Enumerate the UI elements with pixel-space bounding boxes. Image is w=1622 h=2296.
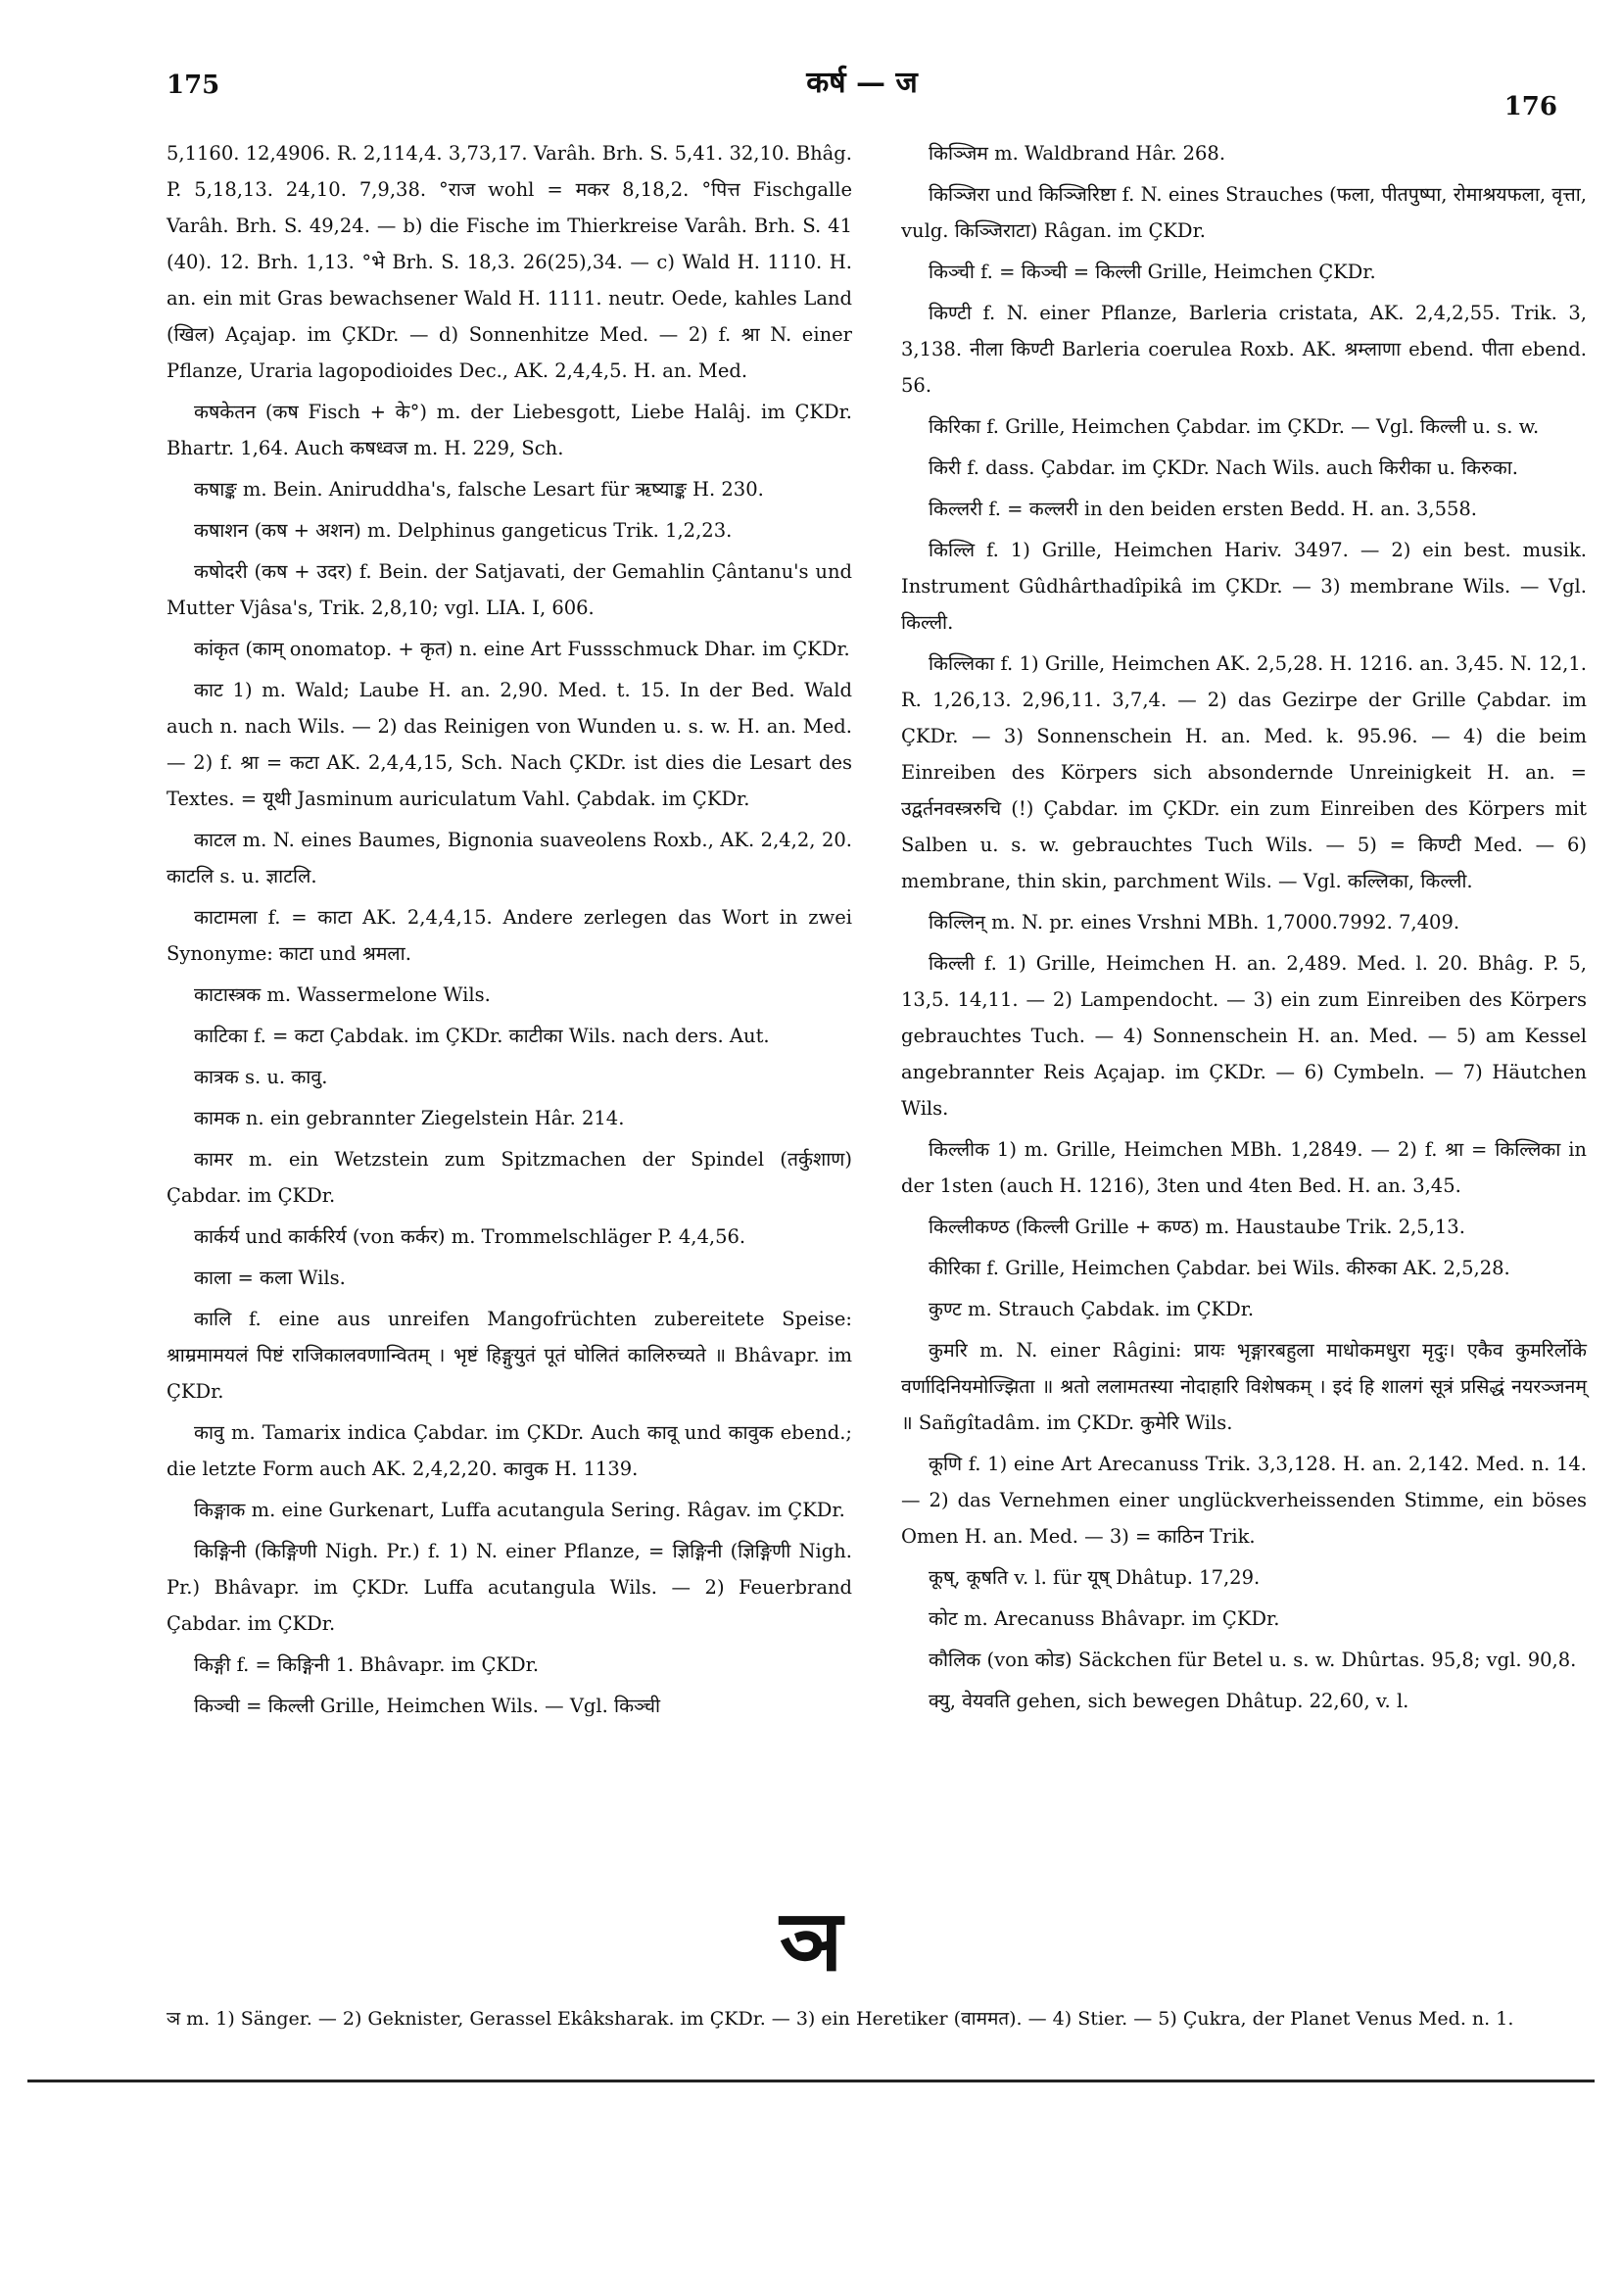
dictionary-entry: कषाशन (कष + अशन) m. Delphinus gangeticus Trik. 1,2,23. bbox=[194, 519, 733, 542]
section-entry: ञ m. 1) Sänger. — 2) Geknister, Gerassel Ekâksharak. im ÇKDr. — 3) ein Heretiker (वाममत). — 4) Stier. — 5) Çukra, der Planet Venus Med. n. 1. bbox=[167, 2008, 1514, 2030]
dictionary-entry: किञ्जिरा und किञ्जिरिष्टा f. N. eines Strauches (फला, पीतपुष्पा, रोमाश्रयफला, वृत्ता, vulg. किञ्जिराटा) Râgan. im ÇKDr. bbox=[901, 183, 1587, 242]
dictionary-entry: किञ्ची = किल्ली Grille, Heimchen Wils. — Vgl. किञ्ची bbox=[194, 1695, 661, 1717]
dictionary-entry: कार्कर्य und कार्करिर्य (von कर्कर) m. Trommelschläger P. 4,4,56. bbox=[194, 1225, 746, 1248]
dictionary-entry: किञ्जिम m. Waldbrand Hâr. 268. bbox=[929, 142, 1226, 165]
left-page-number: 175 bbox=[167, 71, 220, 100]
page-header bbox=[167, 61, 1557, 120]
dictionary-entry: काटास्त्रक m. Wassermelone Wils. bbox=[194, 983, 491, 1006]
right-page-number: 176 bbox=[1503, 92, 1557, 121]
dictionary-entry: कषाङ्क m. Bein. Aniruddha's, falsche Lesart für ऋष्याङ्क H. 230. bbox=[194, 478, 764, 501]
dictionary-entry: काटल m. N. eines Baumes, Bignonia suaveolens Roxb., AK. 2,4,2, 20. काटलि s. u. ज्ञाटलि. bbox=[167, 829, 852, 887]
dictionary-entry: किल्लीक 1) m. Grille, Heimchen MBh. 1,2849. — 2) f. श्रा = किल्लिका in der 1sten (auch H. 1216), 3ten und 4ten Bed. H. an. 3,45. bbox=[901, 1138, 1587, 1197]
dictionary-entry: कौलिक (von कोड) Säckchen für Betel u. s. w. Dhûrtas. 95,8; vgl. 90,8. bbox=[929, 1649, 1577, 1671]
dictionary-entry: कूष्, कूषति v. l. für यूष् Dhâtup. 17,29. bbox=[929, 1566, 1261, 1589]
dictionary-entry: कषोदरी (कष + उदर) f. Bein. der Satjavati, der Gemahlin Çântanu's und Mutter Vjâsa's, Trik. 2,8,10; vgl. LIA. I, 606. bbox=[167, 560, 852, 619]
dictionary-entry: कांकृत (काम् onomatop. + कृत) n. eine Art Fussschmuck Dhar. im ÇKDr. bbox=[194, 638, 850, 660]
page-title: कर्ष — ज bbox=[806, 66, 918, 100]
dictionary-entry: काट 1) m. Wald; Laube H. an. 2,90. Med. t. 15. In der Bed. Wald auch n. nach Wils. — 2) das Reinigen von Wunden u. s. w. H. an. Med. — 2) f. श्रा = कटा AK. 2,4,4,15, Sch. Nach ÇKDr. ist dies die Lesart des Textes. = यूथी Jasminum auriculatum Vahl. Çabdak. im ÇKDr. bbox=[167, 679, 852, 810]
dictionary-entry: काला = कला Wils. bbox=[194, 1267, 346, 1289]
dictionary-entry: किल्ली f. 1) Grille, Heimchen H. an. 2,489. Med. l. 20. Bhâg. P. 5, 13,5. 14,11. — 2) Lampendocht. — 3) ein zum Einreiben des Körpers gebrauchtes Tuch. — 4) Sonnenschein H. an. Med. — 5) am Kessel angebrannter Reis Açajap. im ÇKDr. — 6) Cymbeln. — 7) Häutchen Wils. bbox=[901, 952, 1587, 1120]
dictionary-entry: कषकेतन (कष Fisch + के°) m. der Liebesgott, Liebe Halâj. im ÇKDr. Bhartr. 1,64. Auch कषध्वज m. H. 229, Sch. bbox=[167, 401, 852, 459]
section-letter: ञ bbox=[780, 1891, 842, 1990]
dictionary-entry: कूणि f. 1) eine Art Arecanuss Trik. 3,3,128. H. an. 2,142. Med. n. 14. — 2) das Vernehmen einer unglückverheissenden Stimme, ein böses Omen H. an. Med. — 3) = काठिन Trik. bbox=[901, 1453, 1587, 1548]
dictionary-entry: कुण्ट m. Strauch Çabdak. im ÇKDr. bbox=[929, 1298, 1255, 1320]
dictionary-entry: किरिका f. Grille, Heimchen Çabdar. im ÇKDr. — Vgl. किल्ली u. s. w. bbox=[929, 415, 1540, 438]
dictionary-entry: कुमरि m. N. einer Râgini: प्रायः भृङ्गारबहुला माधोकमधुरा मृदुः। एकैव कुमरिर्लोके वर्णादिनियमोज्झिता ॥ श्रतो ललामतस्या नोदाहारि विशेषकम् । इदं हि शालगं सूत्रं प्रसिद्धं नयरञ्जनम् ॥ Sañgîtadâm. im ÇKDr. कुमेरि Wils. bbox=[901, 1339, 1587, 1434]
dictionary-entry: किल्लीकण्ठ (किल्ली Grille + कण्ठ) m. Haustaube Trik. 2,5,13. bbox=[929, 1216, 1465, 1238]
dictionary-entry: कात्रक s. u. कावु. bbox=[194, 1066, 328, 1088]
dictionary-entry: किङ्गाक m. eine Gurkenart, Luffa acutangula Sering. Râgav. im ÇKDr. bbox=[194, 1499, 845, 1521]
dictionary-entry: किल्लरी f. = कल्लरी in den beiden ersten Bedd. H. an. 3,558. bbox=[929, 498, 1477, 520]
dictionary-entry: कालि f. eine aus unreifen Mangofrüchten zubereitete Speise: श्राम्रमामयलं पिष्टं राजिकालवणान्वितम् । भृष्टं हिङ्गुयुतं पूतं घोलितं कालिरुच्यते ॥ Bhâvapr. im ÇKDr. bbox=[167, 1308, 852, 1403]
dictionary-entry: किल्लिका f. 1) Grille, Heimchen AK. 2,5,28. H. 1216. an. 3,45. N. 12,1. R. 1,26,13. 2,96,11. 3,7,4. — 2) das Gezirpe der Grille Çabdar. im ÇKDr. — 3) Sonnenschein H. an. Med. k. 95.96. — 4) die beim Einreiben des Körpers sich absondernde Unreinigkeit H. an. = उद्वर्तनवस्त्ररुचि (!) Çabdar. im ÇKDr. ein zum Einreiben des Körpers mit Salben u. s. w. gebrauchtes Tuch Wils. — 5) = किण्टी Med. — 6) membrane, thin skin, parchment Wils. — Vgl. कल्लिका, किल्ली. bbox=[901, 652, 1587, 892]
dictionary-entry: कोट m. Arecanuss Bhâvapr. im ÇKDr. bbox=[929, 1607, 1280, 1630]
right-column bbox=[901, 135, 1587, 1724]
dictionary-entry: काटामला f. = काटा AK. 2,4,4,15. Andere zerlegen das Wort in zwei Synonyme: काटा und श्रमला. bbox=[167, 906, 852, 965]
dictionary-entry: क्यु, वेयवति gehen, sich bewegen Dhâtup. 22,60, v. l. bbox=[929, 1690, 1409, 1712]
dictionary-entry: कामक n. ein gebrannter Ziegelstein Hâr. 214. bbox=[194, 1107, 625, 1129]
dictionary-entry: किरी f. dass. Çabdar. im ÇKDr. Nach Wils. auch किरीका u. किरुका. bbox=[929, 456, 1518, 479]
dictionary-entry: किङ्गिनी (किङ्गिणी Nigh. Pr.) f. 1) N. einer Pflanze, = ज्ञिङ्गिनी (ज्ञिङ्गिणी Nigh. Pr.) Bhâvapr. im ÇKDr. Luffa acutangula Wils. — 2) Feuerbrand Çabdar. im ÇKDr. bbox=[167, 1540, 852, 1635]
dictionary-entry: कामर m. ein Wetzstein zum Spitzmachen der Spindel (तर्कुशाण) Çabdar. im ÇKDr. bbox=[167, 1148, 852, 1207]
dictionary-entry: किल्लिन् m. N. pr. eines Vrshni MBh. 1,7000.7992. 7,409. bbox=[929, 911, 1460, 933]
dictionary-entry: किङ्गी f. = किङ्गिनी 1. Bhâvapr. im ÇKDr. bbox=[194, 1653, 540, 1676]
dictionary-entry: किण्टी f. N. einer Pflanze, Barleria cristata, AK. 2,4,2,55. Trik. 3, 3,138. नीला किण्टी Barleria coerulea Roxb. AK. श्रम्लाणा ebend. पीता ebend. 56. bbox=[901, 302, 1587, 397]
dictionary-entry: किञ्ची f. = किञ्ची = किल्ली Grille, Heimchen ÇKDr. bbox=[929, 261, 1376, 283]
dictionary-entry: कीरिका f. Grille, Heimchen Çabdar. bei Wils. कीरुका AK. 2,5,28. bbox=[929, 1257, 1510, 1279]
dictionary-entry: 5,1160. 12,4906. R. 2,114,4. 3,73,17. Varâh. Brh. S. 5,41. 32,10. Bhâg. P. 5,18,13. 24,10. 7,9,38. °राज wohl = मकर 8,18,2. °पित्त Fischgalle Varâh. Brh. S. 49,24. — b) die Fische im Thierkreise Varâh. Brh. S. 41 (40). 12. Brh. 1,13. °भे Brh. S. 18,3. 26(25),34. — c) Wald H. 1110. H. an. ein mit Gras bewachsener Wald H. 1111. neutr. Oede, kahles Land (खिल) Açajap. im ÇKDr. — d) Sonnenhitze Med. — 2) f. श्रा N. einer Pflanze, Uraria lagopodioides Dec., AK. 2,4,4,5. H. an. Med. bbox=[167, 142, 852, 382]
dictionary-entry: किल्लि f. 1) Grille, Heimchen Hariv. 3497. — 2) ein best. musik. Instrument Gûdhârthadîpikâ im ÇKDr. — 3) membrane Wils. — Vgl. किल्ली. bbox=[901, 539, 1587, 634]
dictionary-entry: कावु m. Tamarix indica Çabdar. im ÇKDr. Auch कावू und कावुक ebend.; die letzte Form auch AK. 2,4,2,20. कावुक H. 1139. bbox=[167, 1421, 852, 1480]
dictionary-entry: काटिका f. = कटा Çabdak. im ÇKDr. काटीका Wils. nach ders. Aut. bbox=[194, 1025, 770, 1047]
left-column bbox=[167, 135, 852, 1729]
footer-rule bbox=[27, 2080, 1595, 2082]
